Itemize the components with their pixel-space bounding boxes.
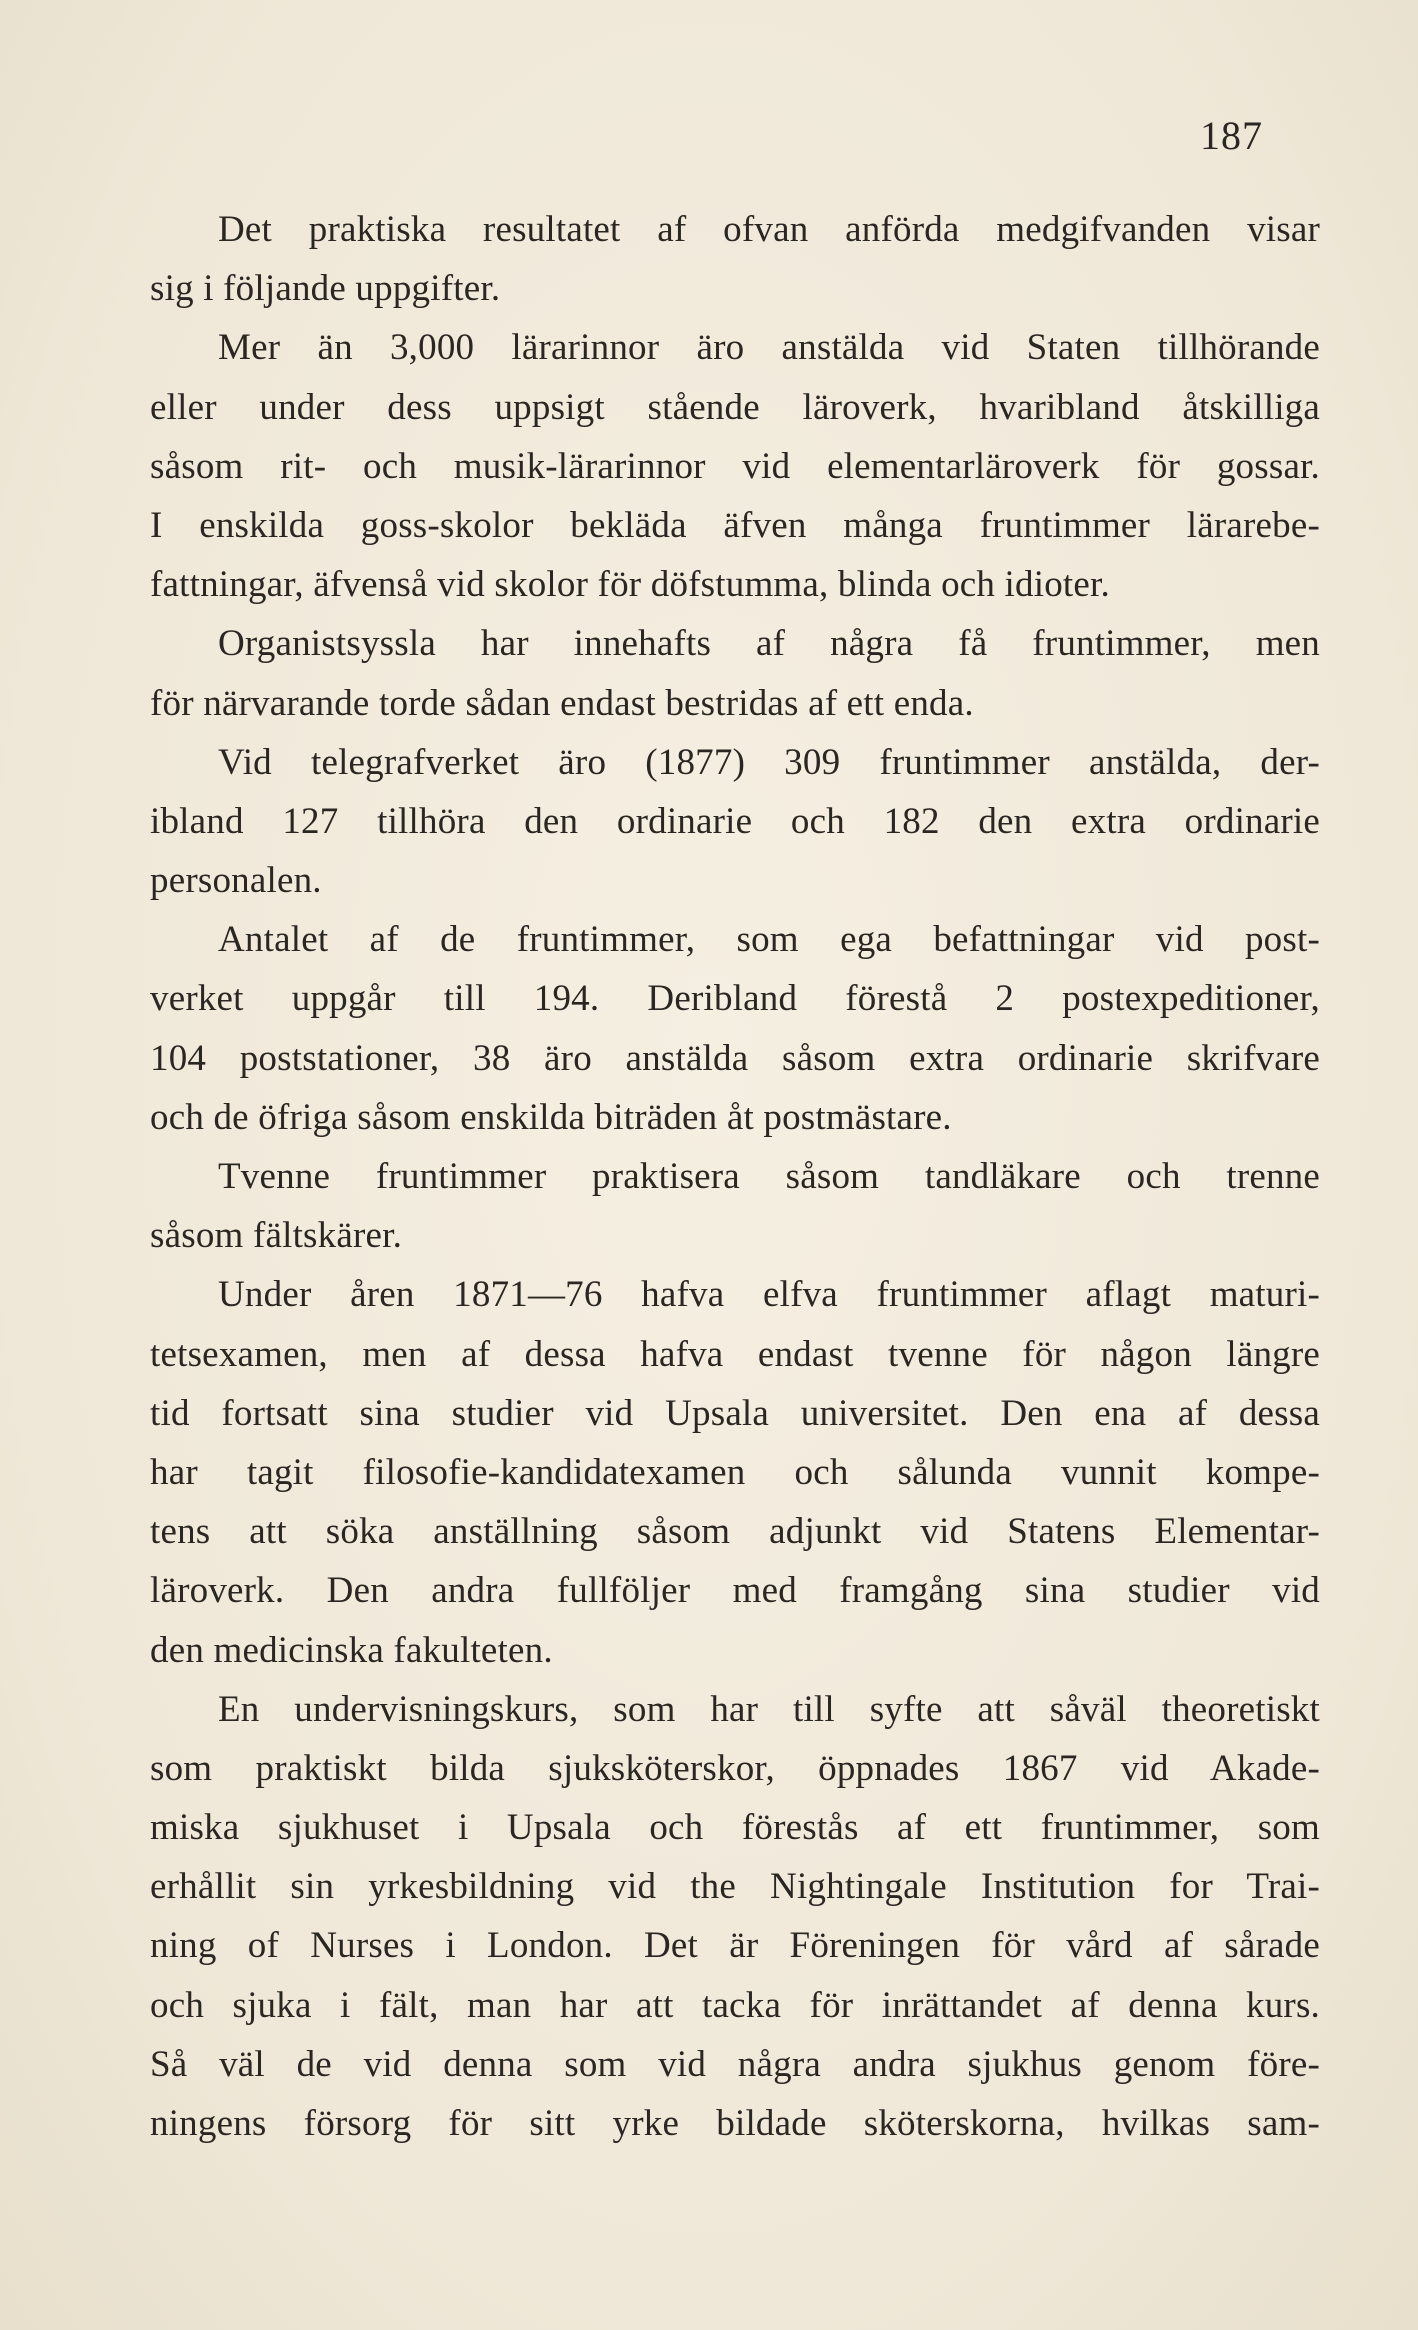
text-line: Så väl de vid denna som vid några andra sjukhus genom före- — [150, 2043, 1320, 2085]
text-line: En undervisningskurs, som har till syfte att såväl theoretiskt — [218, 1688, 1320, 1730]
text-line: tetsexamen, men af dessa hafva endast tvenne för någon längre — [150, 1333, 1320, 1375]
text-line: Mer än 3,000 lärarinnor äro anstälda vid Staten tillhörande — [218, 327, 1320, 369]
text-line: Organistsyssla har innehafts af några få fruntimmer, men — [218, 623, 1320, 665]
text-line: som praktiskt bilda sjuksköterskor, öppnades 1867 vid Akade- — [150, 1747, 1320, 1789]
text-line: 104 poststationer, 38 äro anstälda såsom extra ordinarie skrifvare — [150, 1037, 1320, 1079]
text-line: sig i följande uppgifter. — [150, 268, 501, 310]
body-text — [150, 200, 1320, 2153]
text-line: Det praktiska resultatet af ofvan anförda medgifvanden visar — [218, 209, 1320, 250]
text-line: och sjuka i fält, man har att tacka för inrättandet af denna kurs. — [150, 1984, 1320, 2026]
text-line: Tvenne fruntimmer praktisera såsom tandläkare och trenne — [218, 1156, 1320, 1197]
text-line: den medicinska fakulteten. — [150, 1629, 553, 1671]
text-line: fattningar, äfvenså vid skolor för döfstumma, blinda och idioter. — [150, 564, 1110, 606]
text-line: Antalet af de fruntimmer, som ega befattningar vid post- — [218, 919, 1320, 961]
text-line: såsom rit- och musik-lärarinnor vid elementarläroverk för gossar. — [150, 445, 1320, 487]
text-line: erhållit sin yrkesbildning vid the Nightingale Institution for Trai- — [150, 1866, 1320, 1908]
text-line: personalen. — [150, 860, 322, 902]
text-line: I enskilda goss-skolor bekläda äfven många fruntimmer lärarebe- — [150, 504, 1320, 546]
text-line: tens att söka anställning såsom adjunkt vid Statens Elementar- — [150, 1511, 1320, 1553]
text-line: ningens försorg för sitt yrke bildade sköterskorna, hvilkas sam- — [150, 2103, 1320, 2144]
text-line: eller under dess uppsigt stående läroverk, hvaribland åtskilliga — [150, 386, 1320, 428]
text-line: läroverk. Den andra fullföljer med framgång sina studier vid — [150, 1570, 1320, 1612]
text-line: ning of Nurses i London. Det är Föreningen för vård af sårade — [150, 1925, 1320, 1967]
text-line: verket uppgår till 194. Deribland förestå 2 postexpeditioner, — [150, 978, 1320, 1020]
text-line: miska sjukhuset i Upsala och förestås af ett fruntimmer, som — [150, 1807, 1320, 1849]
text-line: har tagit filosofie-kandidatexamen och sålunda vunnit kompe- — [150, 1451, 1320, 1493]
text-line: ibland 127 tillhöra den ordinarie och 182 den extra ordinarie — [150, 800, 1320, 842]
text-line: Under åren 1871—76 hafva elfva fruntimmer aflagt maturi- — [218, 1274, 1320, 1316]
text-line: tid fortsatt sina studier vid Upsala universitet. Den ena af dessa — [150, 1392, 1320, 1434]
text-line: Vid telegrafverket äro (1877) 309 fruntimmer anstälda, der- — [218, 741, 1320, 783]
text-line: för närvarande torde sådan endast bestridas af ett enda. — [150, 682, 974, 724]
text-line: och de öfriga såsom enskilda biträden åt postmästare. — [150, 1096, 952, 1138]
page-number: 187 — [1200, 113, 1263, 158]
text-line: såsom fältskärer. — [150, 1215, 403, 1257]
